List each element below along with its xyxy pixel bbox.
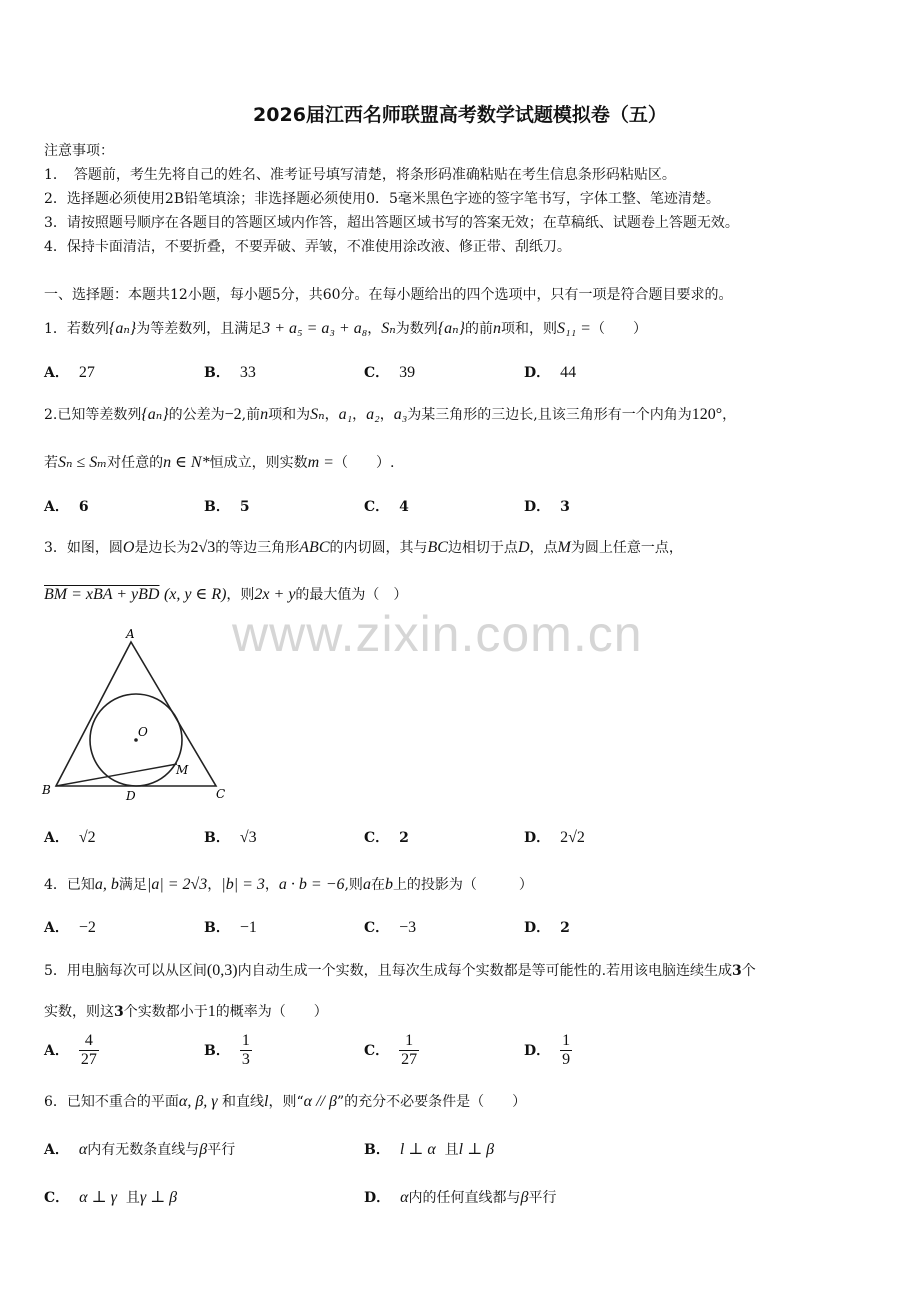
question-6-option-a[interactable]: A． α内有无数条直线与β平行 <box>44 1141 236 1158</box>
question-5-option-d[interactable]: D． $\frac{1}{9}$ <box>524 1032 571 1068</box>
question-1-option-a[interactable]: A． 27 <box>44 364 95 381</box>
notice-item-4: 4．保持卡面清洁，不要折叠，不要弄破、弄皱，不准使用涂改液、修正带、刮纸刀。 <box>44 239 571 255</box>
notice-item-1: 1． 答题前，考生先将自己的姓名、准考证号填写清楚，将条形码准确粘贴在考生信息条形码粘贴区。 <box>44 167 676 183</box>
question-5-option-c[interactable]: C． $\frac{1}{27}$ <box>364 1032 418 1068</box>
question-5-stem-line-1: 5．用电脑每次可以从区间(0,3)内自动生成一个实数，且每次生成每个实数都是等可能性的.若用该电脑连续生成3个 <box>44 962 756 979</box>
label-o: O <box>138 725 148 739</box>
question-6-option-d[interactable]: D． α内的任何直线都与β平行 <box>364 1189 557 1206</box>
question-3-option-a[interactable]: A． √2 <box>44 829 96 846</box>
question-2-stem-line-2: 若Sₙ ≤ Sₘ对任意的n ∈ N*恒成立，则实数m =（ ）. <box>44 454 395 471</box>
question-4-option-b[interactable]: B． −1 <box>204 919 257 936</box>
label-b: B <box>42 783 51 797</box>
question-4-option-c[interactable]: C． −3 <box>364 919 417 936</box>
section-heading: 一、选择题：本题共12小题，每小题5分，共60分。在每小题给出的四个选项中，只有一项是符合题目要求的。 <box>44 287 733 303</box>
question-4-option-a[interactable]: A． −2 <box>44 919 96 936</box>
triangle-incircle-figure <box>36 624 236 804</box>
triangle-abc <box>56 642 216 786</box>
question-5-option-a[interactable]: A． $\frac{4}{27}$ <box>44 1032 97 1068</box>
question-5-option-b[interactable]: B． $\frac{1}{3}$ <box>204 1032 250 1068</box>
question-4-option-d[interactable]: D． 2 <box>524 920 570 936</box>
question-3-stem-line-1: 3．如图，圆O是边长为2√3的等边三角形ABC的内切圆，其与BC边相切于点D，点M为圆上任意一点， <box>44 539 683 556</box>
question-6-option-b[interactable]: B． l ⊥ α 且l ⊥ β <box>364 1141 495 1158</box>
question-1-option-d[interactable]: D． 44 <box>524 364 577 381</box>
question-2-option-b[interactable]: B． 5 <box>204 499 250 515</box>
question-2-option-a[interactable]: A． 6 <box>44 499 89 515</box>
label-d: D <box>126 789 136 803</box>
question-5-stem-line-2: 实数，则这3个实数都小于1的概率为（ ） <box>44 1003 328 1020</box>
question-3-option-c[interactable]: C． 2 <box>364 830 409 846</box>
question-1-stem: 1．若数列{aₙ}为等差数列，且满足3 + a₅ = a₃ + a₈，Sₙ为数列{aₙ}的前n项和，则S₁₁ =（ ） <box>44 320 647 337</box>
question-3-option-b[interactable]: B． √3 <box>204 829 257 846</box>
question-1-option-c[interactable]: C． 39 <box>364 364 416 381</box>
question-1-option-b[interactable]: B． 33 <box>204 364 256 381</box>
label-m: M <box>176 763 189 777</box>
question-2-option-d[interactable]: D． 3 <box>524 499 570 515</box>
question-4-stem: 4．已知a, b满足|a| = 2√3，|b| = 3，a · b = −6,则a在b上的投影为（ ） <box>44 876 533 893</box>
watermark: www.zixin.com.cn <box>232 606 643 662</box>
segment-bm <box>56 764 177 786</box>
question-6-stem: 6．已知不重合的平面α, β, γ 和直线l，则“α // β”的充分不必要条件是（ ） <box>44 1093 527 1110</box>
question-6-option-c[interactable]: C． α ⊥ γ 且γ ⊥ β <box>44 1189 178 1206</box>
question-3-option-d[interactable]: D． 2√2 <box>524 829 585 846</box>
notice-heading: 注意事项： <box>44 143 114 159</box>
question-3-stem-line-2: BM = xBA + yBD (x, y ∈ R)，则2x + y的最大值为（ ） <box>44 586 408 603</box>
question-2-option-c[interactable]: C． 4 <box>364 499 409 515</box>
question-2-stem-line-1: 2.已知等差数列{aₙ}的公差为−2,前n项和为Sₙ，a₁，a₂，a₃为某三角形的三边长,且该三角形有一个内角为120°， <box>44 406 737 423</box>
label-c: C <box>216 787 226 801</box>
label-a: A <box>126 627 135 641</box>
notice-item-3: 3．请按照题号顺序在各题目的答题区域内作答，超出答题区域书写的答案无效；在草稿纸、试题卷上答题无效。 <box>44 215 739 231</box>
notice-item-2: 2．选择题必须使用2B铅笔填涂；非选择题必须使用0．5毫米黑色字迹的签字笔书写，字体工整、笔迹清楚。 <box>44 191 720 207</box>
page-title: 2026届江西名师联盟高考数学试题模拟卷（五） <box>253 104 667 126</box>
